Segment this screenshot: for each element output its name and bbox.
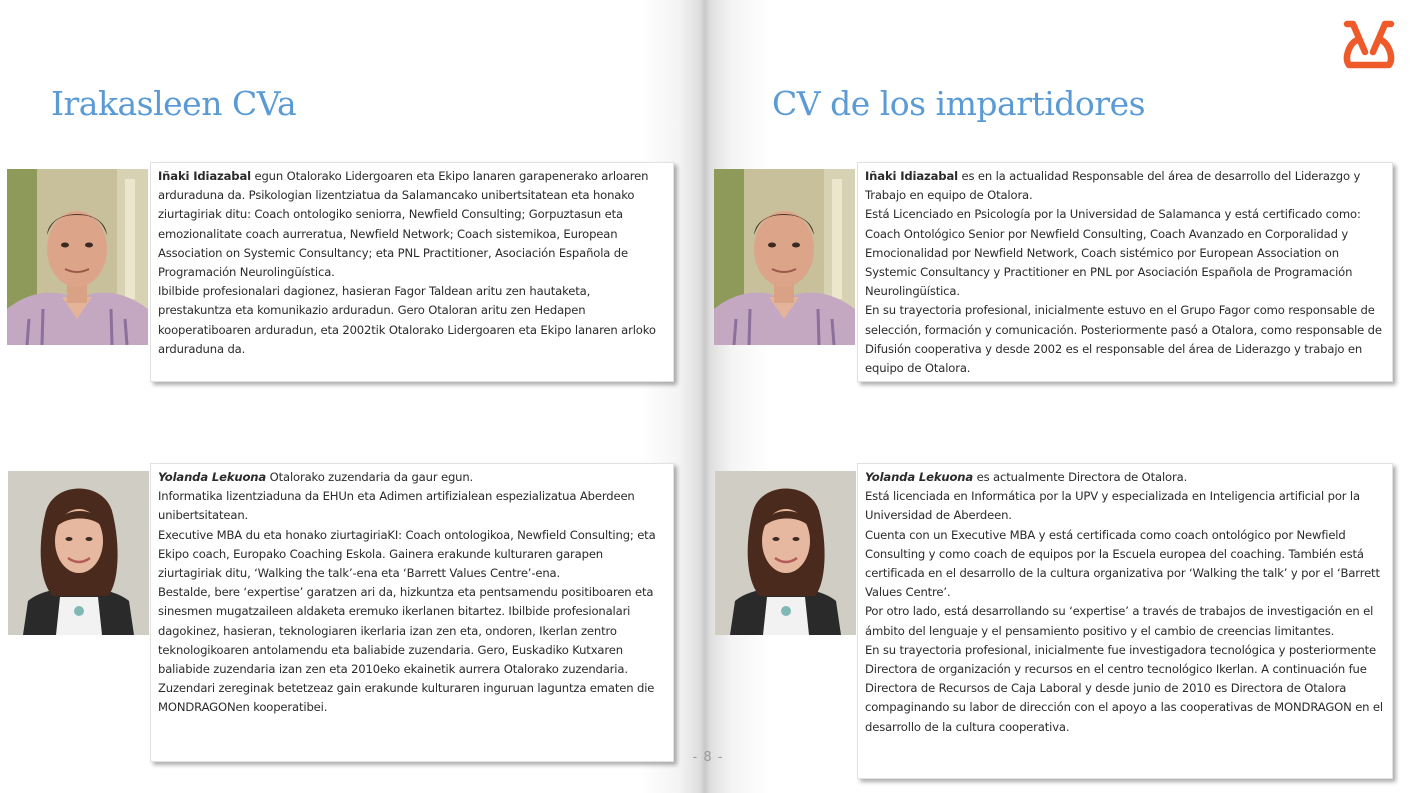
cv-paragraph: Iñaki Idiazabal es en la actualidad Responsable del área de desarrollo del Liderazgo y Trabajo en equipo de Otalora. [865, 169, 1361, 203]
photo-inaki-spanish [714, 169, 855, 345]
cv-paragraph: Executive MBA du eta honako ziurtagiriaKI: Coach ontologikoa, Newfield Consulting; eta Ekipo coach, Europako Coaching Eskola. Gainera erakunde kulturaren garapen ziurtagiriak ditu, ‘Walking the talk’-ena eta ‘Barrett Values Centre’-ena. [158, 527, 656, 581]
cv-name: Yolanda Lekuona [158, 470, 267, 484]
cv-name: Iñaki Idiazabal [158, 169, 251, 183]
cv-paragraph: Bestalde, bere ‘expertise’ garatzen ari da, hizkuntza eta pentsamendu positiboaren eta sinesmen mugatzaileen aldaketa eremuko ikerlanen bitartez. Ibilbide profesionalari dagokinez, hasieran, teknologiaren ikerlaria izan zen eta, ondoren, Ikerlan zentro teknologikoaren antolamendu eta baliabide zuzendaria. Gero, Euskadiko Kutxaren baliabide zuzendaria izan zen eta 2010eko ekainetik aurrera Otalorako zuzendaria. Zuzendari zereginak betetzeaz gain erakunde kulturaren inguruan laguntza ematen die MONDRAGONen kooperatibei. [158, 585, 655, 715]
cv-card-inaki-basque [150, 162, 674, 382]
page-number: - 8 - [692, 750, 724, 765]
cv-paragraph: Yolanda Lekuona es actualmente Directora de Otalora. [865, 470, 1188, 484]
mondragon-logo-icon [1339, 14, 1399, 74]
cv-paragraph: Por otro lado, está desarrollando su ‘expertise’ a través de trabajos de investigación en el ámbito del lenguaje y el pensamiento positivo y el cambio de creencias limitantes. [865, 604, 1374, 638]
cv-card-yolanda-spanish [857, 463, 1393, 779]
photo-yolanda [8, 471, 149, 635]
cv-paragraph: Está Licenciado en Psicología por la Universidad de Salamanca y está certificado como: Coach Ontológico Senior por Newfield Consulting, Coach Avanzado en Corporalidad y Emocionalidad por Newfield Network, Coach sistémico por European Association on Systemic Consultancy y Practitioner en PNL por Asociación Española de Programación Neurolingüística. [865, 207, 1361, 299]
cv-paragraph: Ibilbide profesionalari dagionez, hasieran Fagor Taldean aritu zen hautaketa, prestakuntza eta komunikazio arduradun. Gero Otaloran aritu zen Hedapen kooperatiboaren arduradun, eta 2002tik Otalorako Lidergoaren eta Ekipo lanaren arloko arduraduna da. [158, 284, 656, 356]
photo-yolanda-spanish [715, 471, 856, 635]
page-title-basque: Irakasleen CVa [51, 84, 297, 123]
cv-paragraph: Iñaki Idiazabal egun Otalorako Lidergoaren eta Ekipo lanaren garapenerako arloaren arduraduna da. Psikologian lizentziatua da Salamancako unibertsitatean eta honako ziurtagiriak ditu: Coach ontologiko seniorra, Newfield Consulting; Gorpuztasun eta emozionalitate coach aurreratua, Newfield Network; Coach sistemikoa, European Association on Systemic Consultancy; eta PNL Practitioner, Asociación Española de Programación Neurolingüística. [158, 169, 649, 280]
cv-paragraph: En su trayectoria profesional, inicialmente estuvo en el Grupo Fagor como responsable de selección, formación y comunicación. Posteriormente pasó a Otalora, como responsable de Difusión cooperativa y desde 2002 es el responsable del área de Liderazgo y trabajo en equipo de Otalora. [865, 303, 1382, 376]
cv-paragraph: Está licenciada en Informática por la UPV y especializada en Inteligencia artificial por la Universidad de Aberdeen. [865, 489, 1360, 523]
cv-name: Iñaki Idiazabal [865, 169, 958, 183]
cv-card-yolanda-basque [150, 463, 674, 762]
cv-name: Yolanda Lekuona [865, 470, 974, 484]
page-title-spanish: CV de los impartidores [772, 84, 1146, 123]
cv-paragraph: En su trayectoria profesional, inicialmente fue investigadora tecnológica y posteriormente Directora de organización y recursos en el centro tecnológico Ikerlan. A continuación fue Directora de Recursos de Caja Laboral y desde junio de 2010 es Directora de Otalora compaginando su labor de dirección con el apoyo a las cooperativas de MONDRAGON en el desarrollo de la cultura cooperativa. [865, 642, 1383, 734]
cv-card-inaki-spanish [857, 162, 1393, 382]
cv-paragraph: Informatika lizentziaduna da EHUn eta Adimen artifizialean espezializatua Aberdeen unibertsitatean. [158, 489, 635, 523]
cv-paragraph: Cuenta con un Executive MBA y está certificada como coach ontológico por Newfield Consulting y como coach de equipos por la Escuela europea del coaching. También está certificada en el desarrollo de la cultura organizativa por ‘Walking the talk’ y por el ‘Barrett Values Centre’. [865, 527, 1380, 600]
photo-inaki [7, 169, 148, 345]
cv-paragraph: Yolanda Lekuona Otalorako zuzendaria da gaur egun. [158, 470, 474, 484]
